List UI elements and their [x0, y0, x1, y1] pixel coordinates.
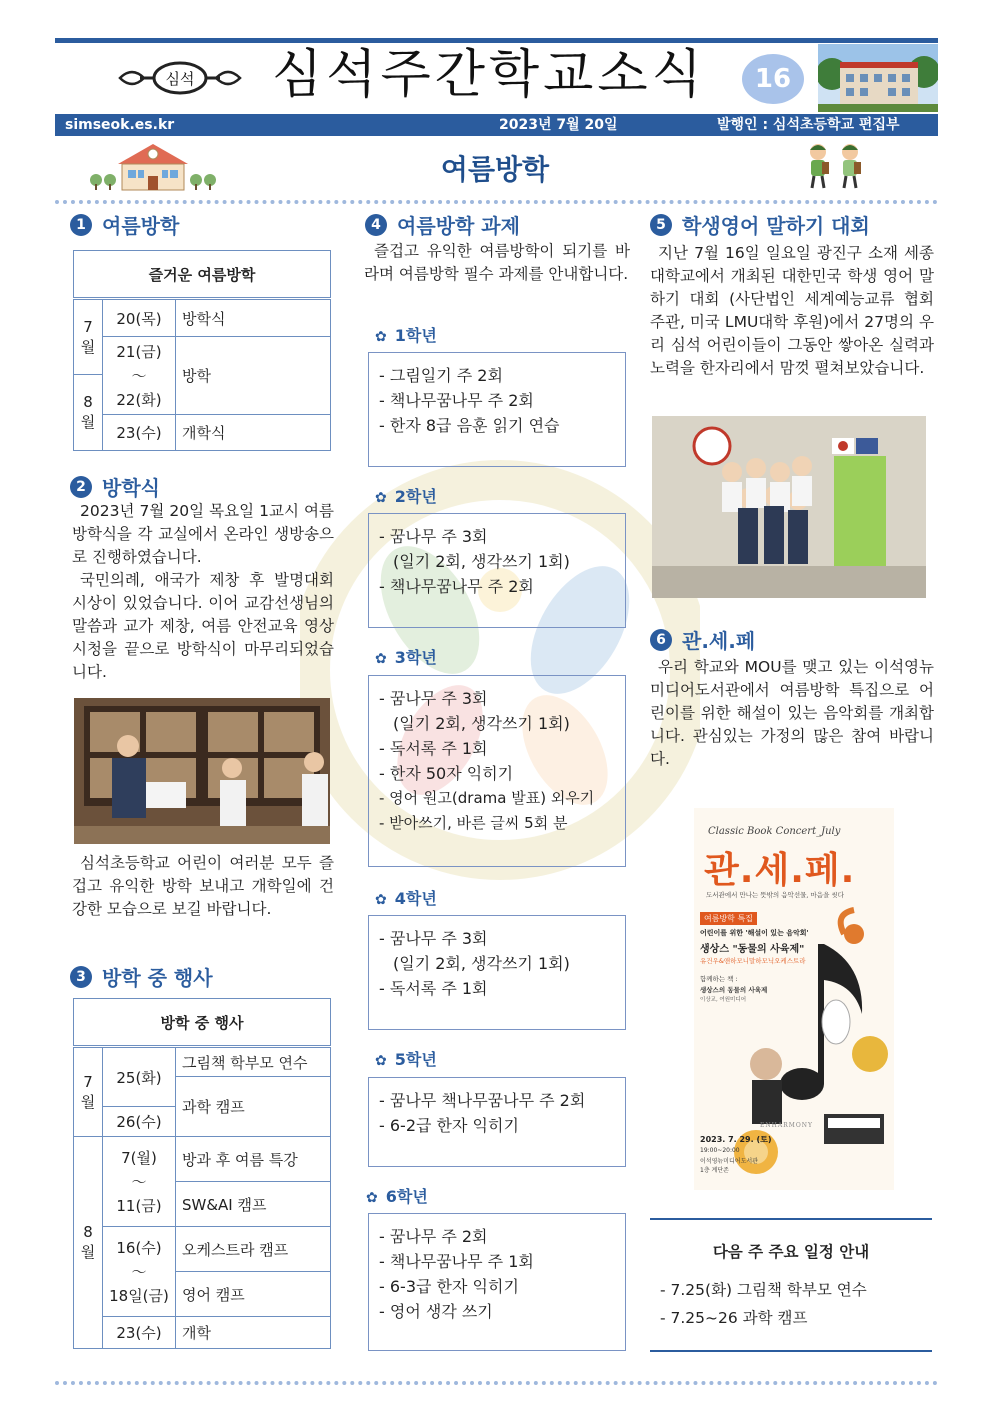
task-item: (일기 2회, 생각쓰기 1회) [393, 714, 570, 733]
notice-item: - 7.25~26 과학 캠프 [660, 1309, 808, 1327]
concert-poster [694, 808, 894, 1190]
svg-text:심석: 심석 [165, 70, 195, 88]
task-item: (일기 2회, 생각쓰기 1회) [393, 954, 570, 973]
section-title: 여름방학 [102, 214, 180, 238]
students-illustration [800, 140, 870, 192]
paragraph: 심석초등학교 어린이 여러분 모두 즐겁고 유익한 방학 보내고 개학일에 건강한 모습으로 보길 바랍니다. [72, 854, 334, 918]
poster-venue: 이석영뉴미디어도서관 [700, 1158, 758, 1165]
date-cell [103, 1137, 176, 1227]
next-week-notice [650, 1218, 932, 1352]
month-cell: 8월 [74, 1137, 103, 1349]
date-end: 18일(금) [109, 1286, 169, 1305]
poster-series: Classic Book Concert_July [708, 826, 841, 837]
task-item: - 책나무꿈나무 주 2회 [379, 577, 534, 596]
event-cell: SW&AI 캠프 [176, 1182, 331, 1227]
section-3-heading [70, 962, 213, 991]
date-cell: 20(목) [103, 299, 176, 337]
event-cell: 방학식 [176, 299, 331, 337]
poster-time: 19:00~20:00 [700, 1147, 740, 1154]
school-building-photo [818, 44, 938, 112]
date-cell: 23(수) [103, 415, 176, 451]
flower-icon: ✿ [375, 892, 387, 908]
footer-divider [55, 1381, 938, 1385]
table-title: 즐거운 여름방학 [74, 251, 331, 299]
task-item: - 영어 원고(drama 발표) 외우기 [379, 789, 595, 807]
event-cell: 과학 캠프 [176, 1077, 331, 1137]
grade-5-label: ✿ 5학년 [375, 1050, 437, 1069]
poster-ensemble: ENHARMONY [760, 1122, 813, 1129]
section-2-heading [70, 472, 160, 501]
task-item: - 꿈나무 주 3회 [379, 527, 488, 546]
section-4-heading [365, 210, 520, 239]
section-title: 방학식 [102, 476, 160, 500]
poster-venue-detail: 1층 계단존 [700, 1167, 729, 1174]
date-cell: 23(수) [103, 1317, 176, 1349]
section-number: 1 [70, 214, 92, 236]
poster-title: 관.세.페. [704, 850, 856, 891]
section-number: 2 [70, 476, 92, 498]
task-item: - 받아쓰기, 바른 글씨 5회 분 [379, 814, 568, 832]
date-cell: 26(수) [103, 1107, 176, 1137]
task-item: (일기 2회, 생각쓰기 1회) [393, 552, 570, 571]
speech-contest-text: 지난 7월 16일 일요일 광진구 소재 세종대학교에서 개최된 대한민국 학생 영어 말하기 대회 (사단법인 세계예능교류 협회 주관, 미국 LMU대학 후원)에서 27명의 우리 심석 어린이들이 그동안 쌓아온 실력과 노력을 한자리에서 맘껏 펼쳐보았습니다. [650, 244, 934, 377]
task-item: - 그림일기 주 2회 [379, 366, 503, 385]
month-cell: 7월 [74, 1047, 103, 1137]
month-cell: 7월 [74, 299, 103, 375]
grade-3-tasks [368, 675, 626, 867]
section-title: 여름방학 과제 [397, 214, 520, 238]
poster-line2: 생상스 "동물의 사육제" [700, 944, 805, 955]
grade-4-label: ✿ 4학년 [375, 889, 437, 908]
section-number: 5 [650, 214, 672, 236]
title-divider [55, 200, 938, 204]
event-cell: 개학 [176, 1317, 331, 1349]
task-item: - 꿈나무 책나무꿈나무 주 2회 [379, 1091, 586, 1110]
homework-intro: 즐겁고 유익한 여름방학이 되기를 바라며 여름방학 필수 과제를 안내합니다. [364, 242, 630, 283]
grade-6-tasks [368, 1213, 626, 1351]
grade-4-tasks [368, 915, 626, 1030]
event-cell: 오케스트라 캠프 [176, 1227, 331, 1272]
event-cell: 영어 캠프 [176, 1272, 331, 1317]
section-title: 관.세.페 [682, 629, 756, 653]
section-5-heading [650, 210, 870, 239]
task-item: - 영어 생각 쓰기 [379, 1302, 493, 1321]
poster-book-publisher: 이상교, 여원미디어 [700, 997, 747, 1003]
closing-ceremony-text [72, 500, 334, 684]
section-number: 4 [365, 214, 387, 236]
event-cell: 방과 후 여름 특강 [176, 1137, 331, 1182]
ceremony-photo [74, 698, 330, 844]
poster-subtitle: 도서관에서 만나는 뜻밖의 음악선물, 마음을 씻다 [706, 891, 844, 899]
vacation-schedule-table [73, 250, 331, 451]
notice-list [650, 1276, 932, 1332]
event-cell: 그림책 학부모 연수 [176, 1047, 331, 1077]
flower-icon: ✿ [375, 651, 387, 667]
speech-contest-photo [652, 416, 926, 598]
date-tilde: ～ [131, 1262, 147, 1281]
date-cell: 25(화) [103, 1047, 176, 1107]
event-cell: 방학 [176, 337, 331, 415]
grade-6-label: ✿ 6학년 [366, 1187, 428, 1206]
notice-title: 다음 주 주요 일정 안내 [712, 1243, 870, 1261]
date-cell [103, 1227, 176, 1317]
date-end: 22(화) [116, 390, 162, 409]
grade-1-label: ✿ 1학년 [375, 326, 437, 345]
date-start: 7(월) [121, 1148, 157, 1167]
issue-number: 16 [742, 54, 804, 104]
publisher-text: 발행인 : 심석초등학교 편집부 [717, 117, 900, 133]
flower-icon: ✿ [375, 1053, 387, 1069]
date-start: 16(수) [116, 1238, 162, 1257]
closing-message-text [72, 852, 334, 921]
section-6-heading [650, 625, 755, 654]
concert-text: 우리 학교와 MOU를 맺고 있는 이석영뉴미디어도서관에서 여름방학 특집으로 어린이를 위한 해설이 있는 음악회를 개최합니다. 관심있는 가정의 많은 참여 바랍니다. [650, 658, 934, 768]
flower-icon: ✿ [366, 1190, 378, 1206]
month-cell: 8월 [74, 375, 103, 451]
poster-date: 2023. 7. 29. (토) [700, 1135, 772, 1144]
school-house-illustration [88, 140, 218, 192]
poster-line3: 유건우&앤하모니말하모닉오케스트라 [700, 957, 806, 965]
poster-book: 생상스의 동물의 사육제 [700, 986, 768, 994]
task-item: - 꿈나무 주 2회 [379, 1227, 488, 1246]
paragraph: 2023년 7월 20일 목요일 1교시 여름 방학식을 각 교실에서 온라인 생방송으로 진행하였습니다. [72, 502, 334, 566]
date-end: 11(금) [116, 1196, 162, 1215]
grade-2-label: ✿ 2학년 [375, 487, 437, 506]
issue-date: 2023년 7월 20일 [499, 117, 618, 133]
task-item: - 책나무꿈나무 주 1회 [379, 1252, 534, 1271]
poster-book-label: 함께하는 책 : [700, 975, 738, 983]
grade-1-tasks [368, 352, 626, 467]
section-title: 방학 중 행사 [102, 966, 213, 990]
task-item: - 6-2급 한자 익히기 [379, 1116, 519, 1135]
task-item: - 독서록 주 1회 [379, 739, 488, 758]
masthead-info-bar [55, 114, 938, 136]
task-item: - 한자 8급 음훈 읽기 연습 [379, 416, 560, 435]
task-item: - 6-3급 한자 익히기 [379, 1277, 519, 1296]
section-title: 학생영어 말하기 대회 [682, 214, 870, 238]
grade-5-tasks [368, 1077, 626, 1167]
masthead-title: 심석주간학교소식 [272, 45, 706, 105]
section-1-heading [70, 210, 179, 239]
website-text: simseok.es.kr [65, 117, 175, 133]
task-item: - 꿈나무 주 3회 [379, 929, 488, 948]
task-item: - 꿈나무 주 3회 [379, 689, 488, 708]
poster-tag: 여름방학 특집 [700, 912, 757, 925]
task-item: - 한자 50자 익히기 [379, 764, 514, 783]
page-title: 여름방학 [440, 153, 550, 186]
table-title: 방학 중 행사 [74, 999, 331, 1047]
date-start: 21(금) [116, 342, 162, 361]
grade-3-label: ✿ 3학년 [375, 648, 437, 667]
event-cell: 개학식 [176, 415, 331, 451]
poster-line1: 어린이를 위한 '해설이 있는 음악회' [700, 929, 809, 937]
paragraph: 국민의례, 애국가 제창 후 발명대회 시상이 있었습니다. 이어 교감선생님의 말씀과 교가 제창, 여름 안전교육 영상 시청을 끝으로 방학식이 마무리되었습니다. [72, 571, 334, 681]
date-tilde: ～ [131, 366, 147, 385]
date-cell [103, 337, 176, 415]
date-tilde: ～ [131, 1172, 147, 1191]
section-number: 3 [70, 966, 92, 988]
section-number: 6 [650, 629, 672, 651]
task-item: - 책나무꿈나무 주 2회 [379, 391, 534, 410]
flower-icon: ✿ [375, 329, 387, 345]
school-logo [118, 58, 242, 98]
vacation-events-table [73, 998, 331, 1349]
flower-icon: ✿ [375, 490, 387, 506]
grade-2-tasks [368, 513, 626, 628]
notice-item: - 7.25(화) 그림책 학부모 연수 [660, 1281, 867, 1299]
task-item: - 독서록 주 1회 [379, 979, 488, 998]
